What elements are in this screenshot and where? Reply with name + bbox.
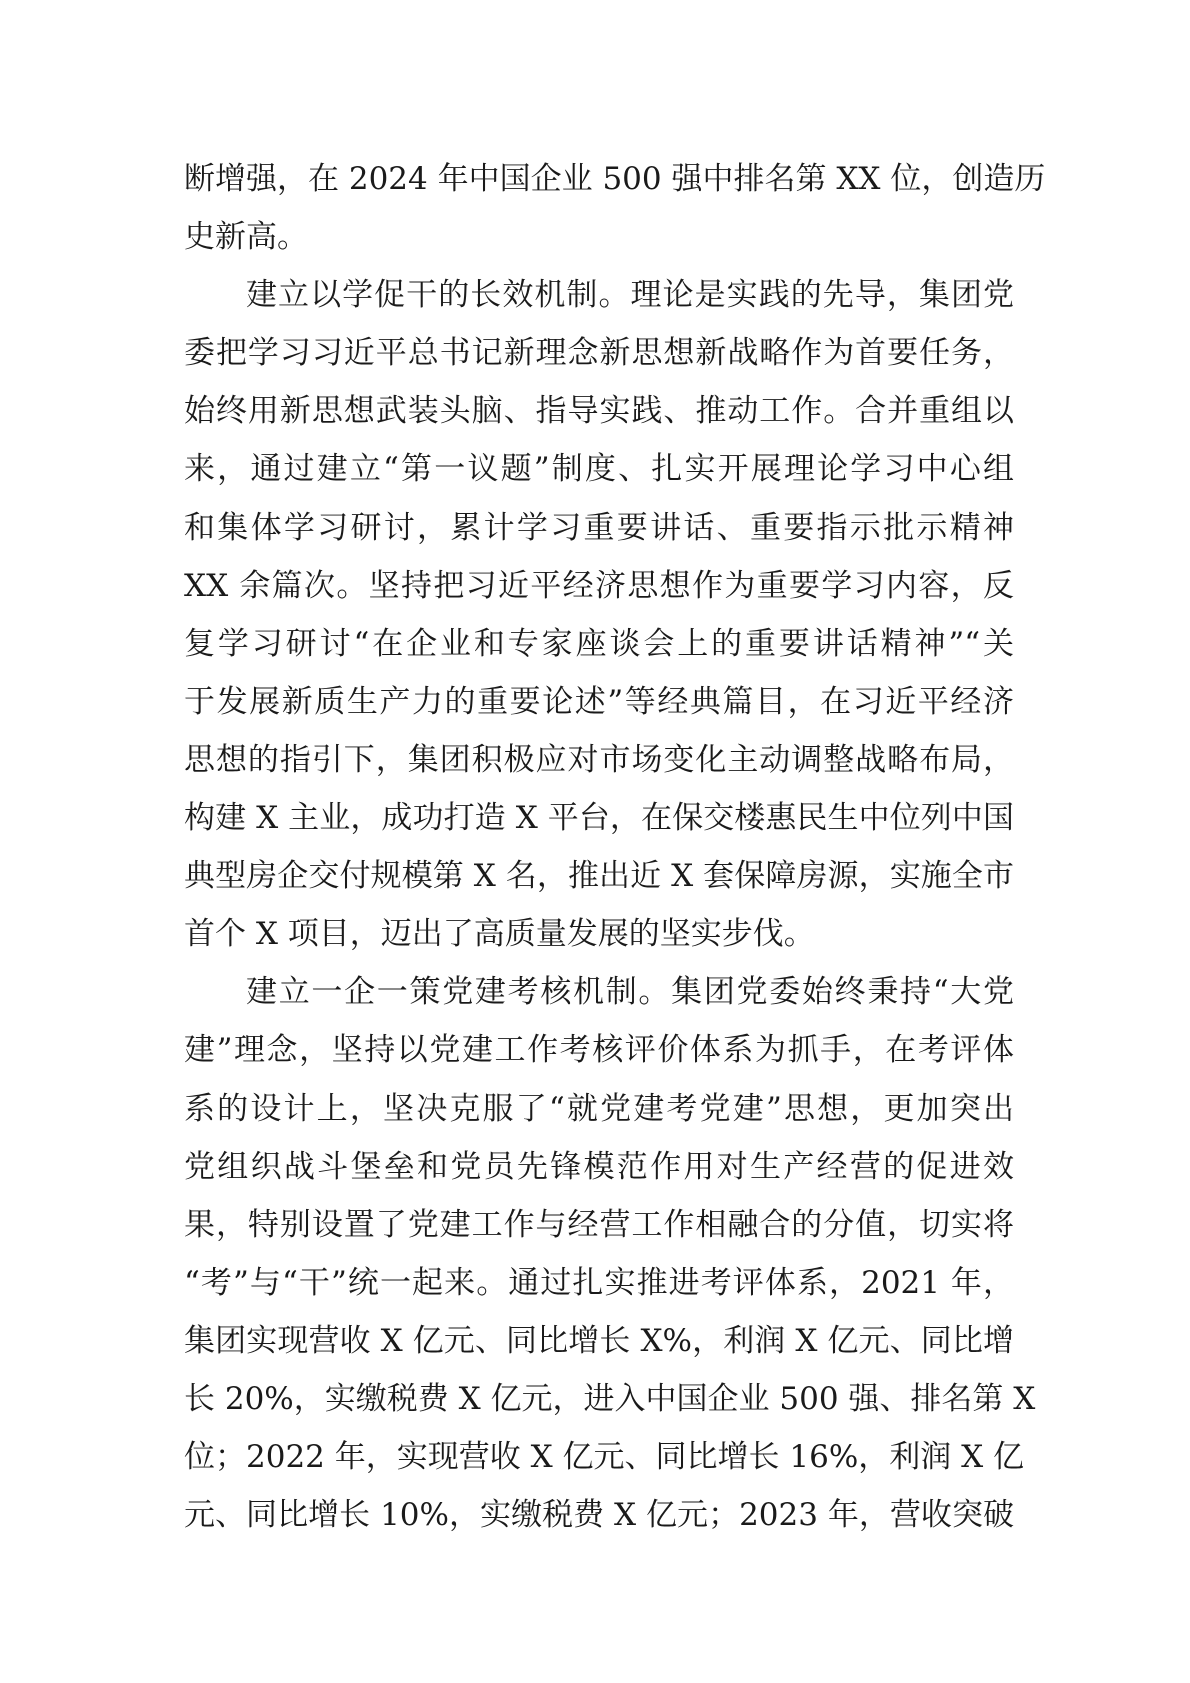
text-line: 党组织战斗堡垒和党员先锋模范作用对生产经营的促进效 bbox=[184, 1148, 1014, 1185]
text-line: 和集体学习研讨，累计学习重要讲话、重要指示批示精神 bbox=[184, 509, 1014, 546]
text-line: 长 20%，实缴税费 X 亿元，进入中国企业 500 强、排名第 X bbox=[184, 1380, 1036, 1417]
text-line: 首个 X 项目，迈出了高质量发展的坚实步伐。 bbox=[184, 916, 815, 953]
text-line: 典型房企交付规模第 X 名，推出近 X 套保障房源，实施全市 bbox=[184, 858, 1014, 895]
text-line: 委把学习习近平总书记新理念新思想新战略作为首要任务， bbox=[184, 335, 1014, 372]
body-text bbox=[184, 150, 1046, 1544]
text-line: XX 余篇次。坚持把习近平经济思想作为重要学习内容，反 bbox=[184, 567, 1014, 604]
text-line: 复学习研讨“在企业和专家座谈会上的重要讲话精神”“关 bbox=[184, 625, 1014, 662]
text-line: 于发展新质生产力的重要论述”等经典篇目，在习近平经济 bbox=[184, 683, 1014, 720]
text-line: 位；2022 年，实现营收 X 亿元、同比增长 16%，利润 X 亿 bbox=[184, 1439, 1025, 1476]
text-line: “考”与“干”统一起来。通过扎实推进考评体系，2021 年， bbox=[184, 1264, 1014, 1301]
text-line: 集团实现营收 X 亿元、同比增长 X%，利润 X 亿元、同比增 bbox=[184, 1322, 1014, 1359]
paragraph-heading-line: 建立以学促干的长效机制。理论是实践的先导，集团党 bbox=[246, 277, 1014, 314]
text-line: 系的设计上，坚决克服了“就党建考党建”思想，更加突出 bbox=[184, 1090, 1014, 1127]
text-line: 建”理念，坚持以党建工作考核评价体系为抓手，在考评体 bbox=[184, 1032, 1014, 1069]
text-line: 思想的指引下，集团积极应对市场变化主动调整战略布局， bbox=[184, 741, 1014, 778]
text-line: 构建 X 主业，成功打造 X 平台，在保交楼惠民生中位列中国 bbox=[184, 800, 1014, 837]
text-line: 始终用新思想武装头脑、指导实践、推动工作。合并重组以 bbox=[184, 393, 1014, 430]
paragraph-heading-line: 建立一企一策党建考核机制。集团党委始终秉持“大党 bbox=[246, 974, 1014, 1011]
text-line: 来，通过建立“第一议题”制度、扎实开展理论学习中心组 bbox=[184, 451, 1014, 488]
text-line: 史新高。 bbox=[184, 219, 308, 256]
text-line: 断增强，在 2024 年中国企业 500 强中排名第 XX 位，创造历 bbox=[184, 161, 1046, 197]
text-line: 果，特别设置了党建工作与经营工作相融合的分值，切实将 bbox=[184, 1206, 1014, 1243]
text-line: 元、同比增长 10%，实缴税费 X 亿元；2023 年，营收突破 bbox=[184, 1497, 1014, 1534]
